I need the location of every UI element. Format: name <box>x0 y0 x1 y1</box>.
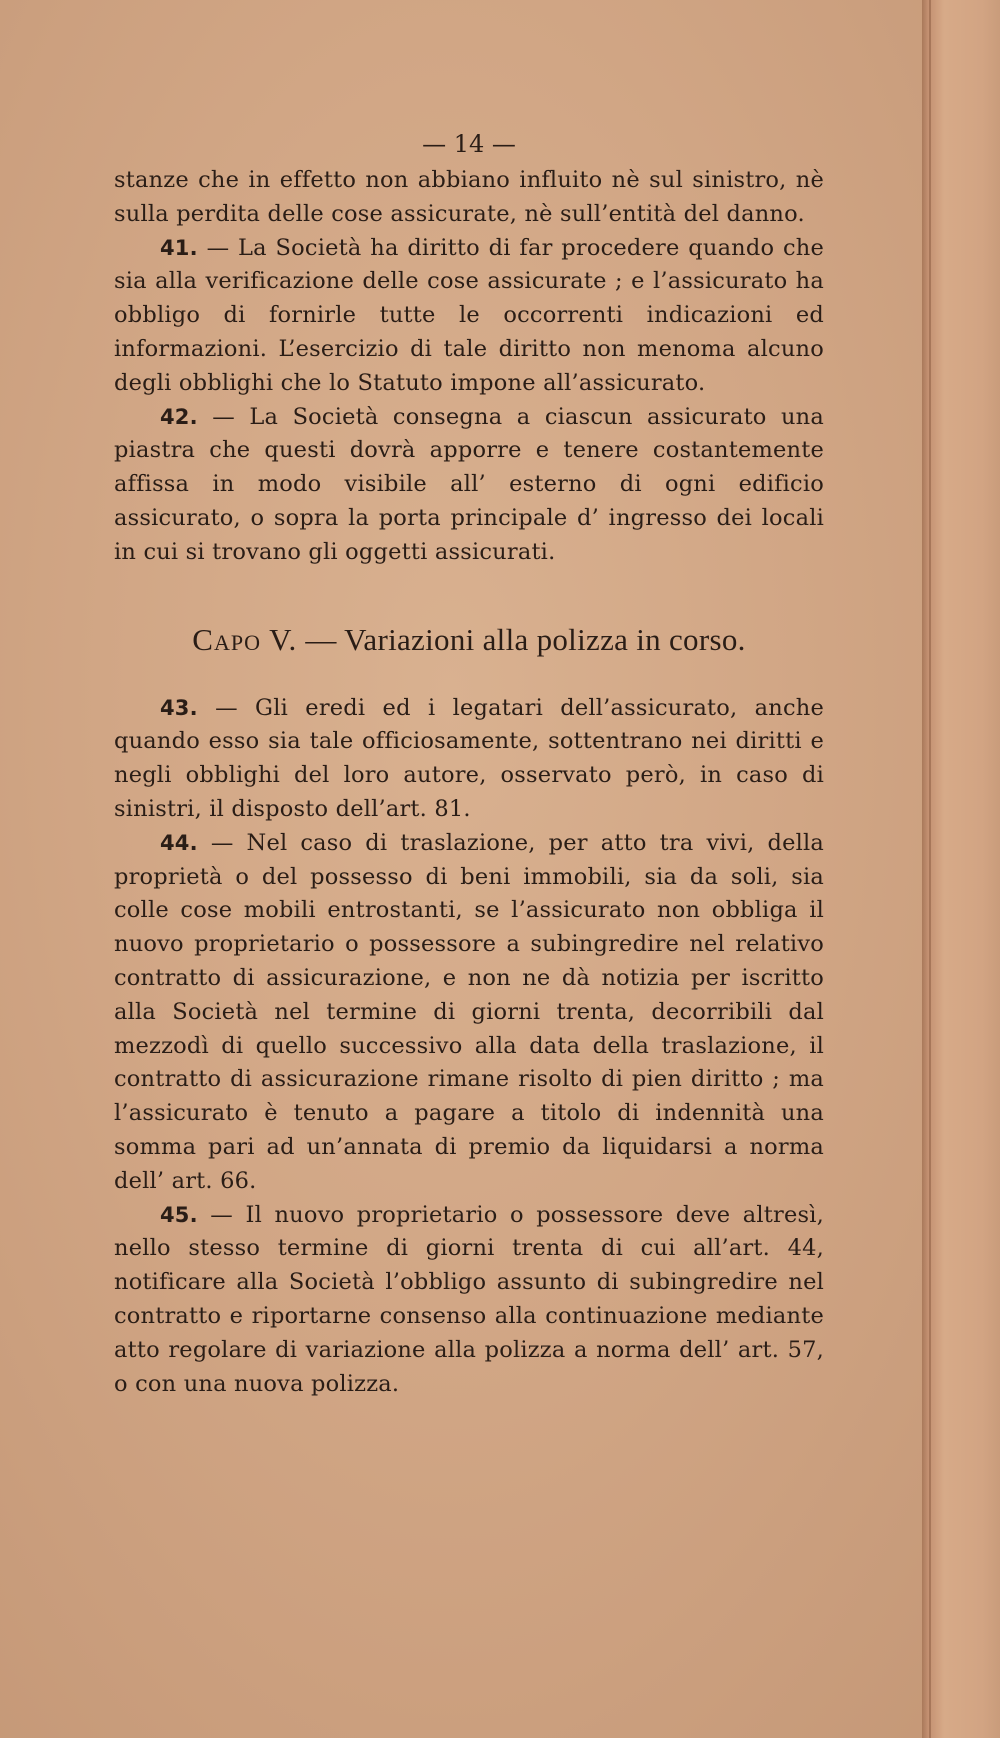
page-number: — 14 — <box>422 130 516 158</box>
article-number: 43. <box>160 695 198 720</box>
article-42 <box>114 401 824 570</box>
book-spine <box>922 0 1000 1738</box>
article-number: 45. <box>160 1202 198 1227</box>
paragraph-text: stanze che in effetto non abbiano influito nè sul sinistro, nè sulla perdita delle cose assicurate, nè sull’entità del danno. <box>114 167 824 227</box>
article-text: — Gli eredi ed i legatari dell’assicurato, anche quando esso sia tale officiosamente, sottentrano nei diritti e negli obblighi del loro autore, osservato però, in caso di sinistri, il disposto dell’art. 81. <box>114 694 824 822</box>
spine-fold-line <box>929 0 931 1738</box>
article-44 <box>114 827 824 1199</box>
chapter-label: Capo V. <box>192 621 298 657</box>
page-content <box>114 124 824 1401</box>
article-number: 44. <box>160 830 198 855</box>
article-45 <box>114 1199 824 1402</box>
paragraph-continuation <box>114 164 824 232</box>
article-43 <box>114 692 824 827</box>
article-text: — La Società consegna a ciascun assicurato una piastra che questi dovrà apporre e tenere costantemente affissa in modo visibile all’ esterno di ogni edificio assicurato, o sopra la porta principale d’ ingresso dei locali in cui si trovano gli oggetti assicurati. <box>114 403 824 565</box>
article-number: 42. <box>160 404 198 429</box>
article-text: — Nel caso di traslazione, per atto tra vivi, della proprietà o del possesso di beni immobili, sia da soli, sia colle cose mobili entrostanti, se l’assicurato non obbliga il nuovo proprietario o possessore a subingredire nel relativo contratto di assicurazione, e non ne dà notizia per iscritto alla Società nel termine di giorni trenta, decorribili dal mezzodì di quello successivo alla data della traslazione, il contratto di assicurazione rimane risolto di pien diritto ; ma l’assicurato è tenuto a pagare a titolo di indennità una somma pari ad un’annata di premio da liquidarsi a norma dell’ art. 66. <box>114 829 824 1194</box>
article-text: — La Società ha diritto di far procedere quando che sia alla verificazione delle cose assicurate ; e l’assicurato ha obbligo di fornirle tutte le occorrenti indicazioni ed informazioni. L’esercizio di tale diritto non menoma alcuno degli obblighi che lo Statuto impone all’assicurato. <box>114 234 824 396</box>
article-number: 41. <box>160 235 198 260</box>
chapter-heading <box>114 620 824 660</box>
article-41 <box>114 232 824 401</box>
chapter-title: — Variazioni alla polizza in corso. <box>297 621 746 657</box>
article-text: — Il nuovo proprietario o possessore deve altresì, nello stesso termine di giorni trenta di cui all’art. 44, notificare alla Società l’obbligo assunto di subingredire nel contratto e riportarne consenso alla continuazione mediante atto regolare di variazione alla polizza a norma dell’ art. 57, o con una nuova polizza. <box>114 1201 824 1397</box>
